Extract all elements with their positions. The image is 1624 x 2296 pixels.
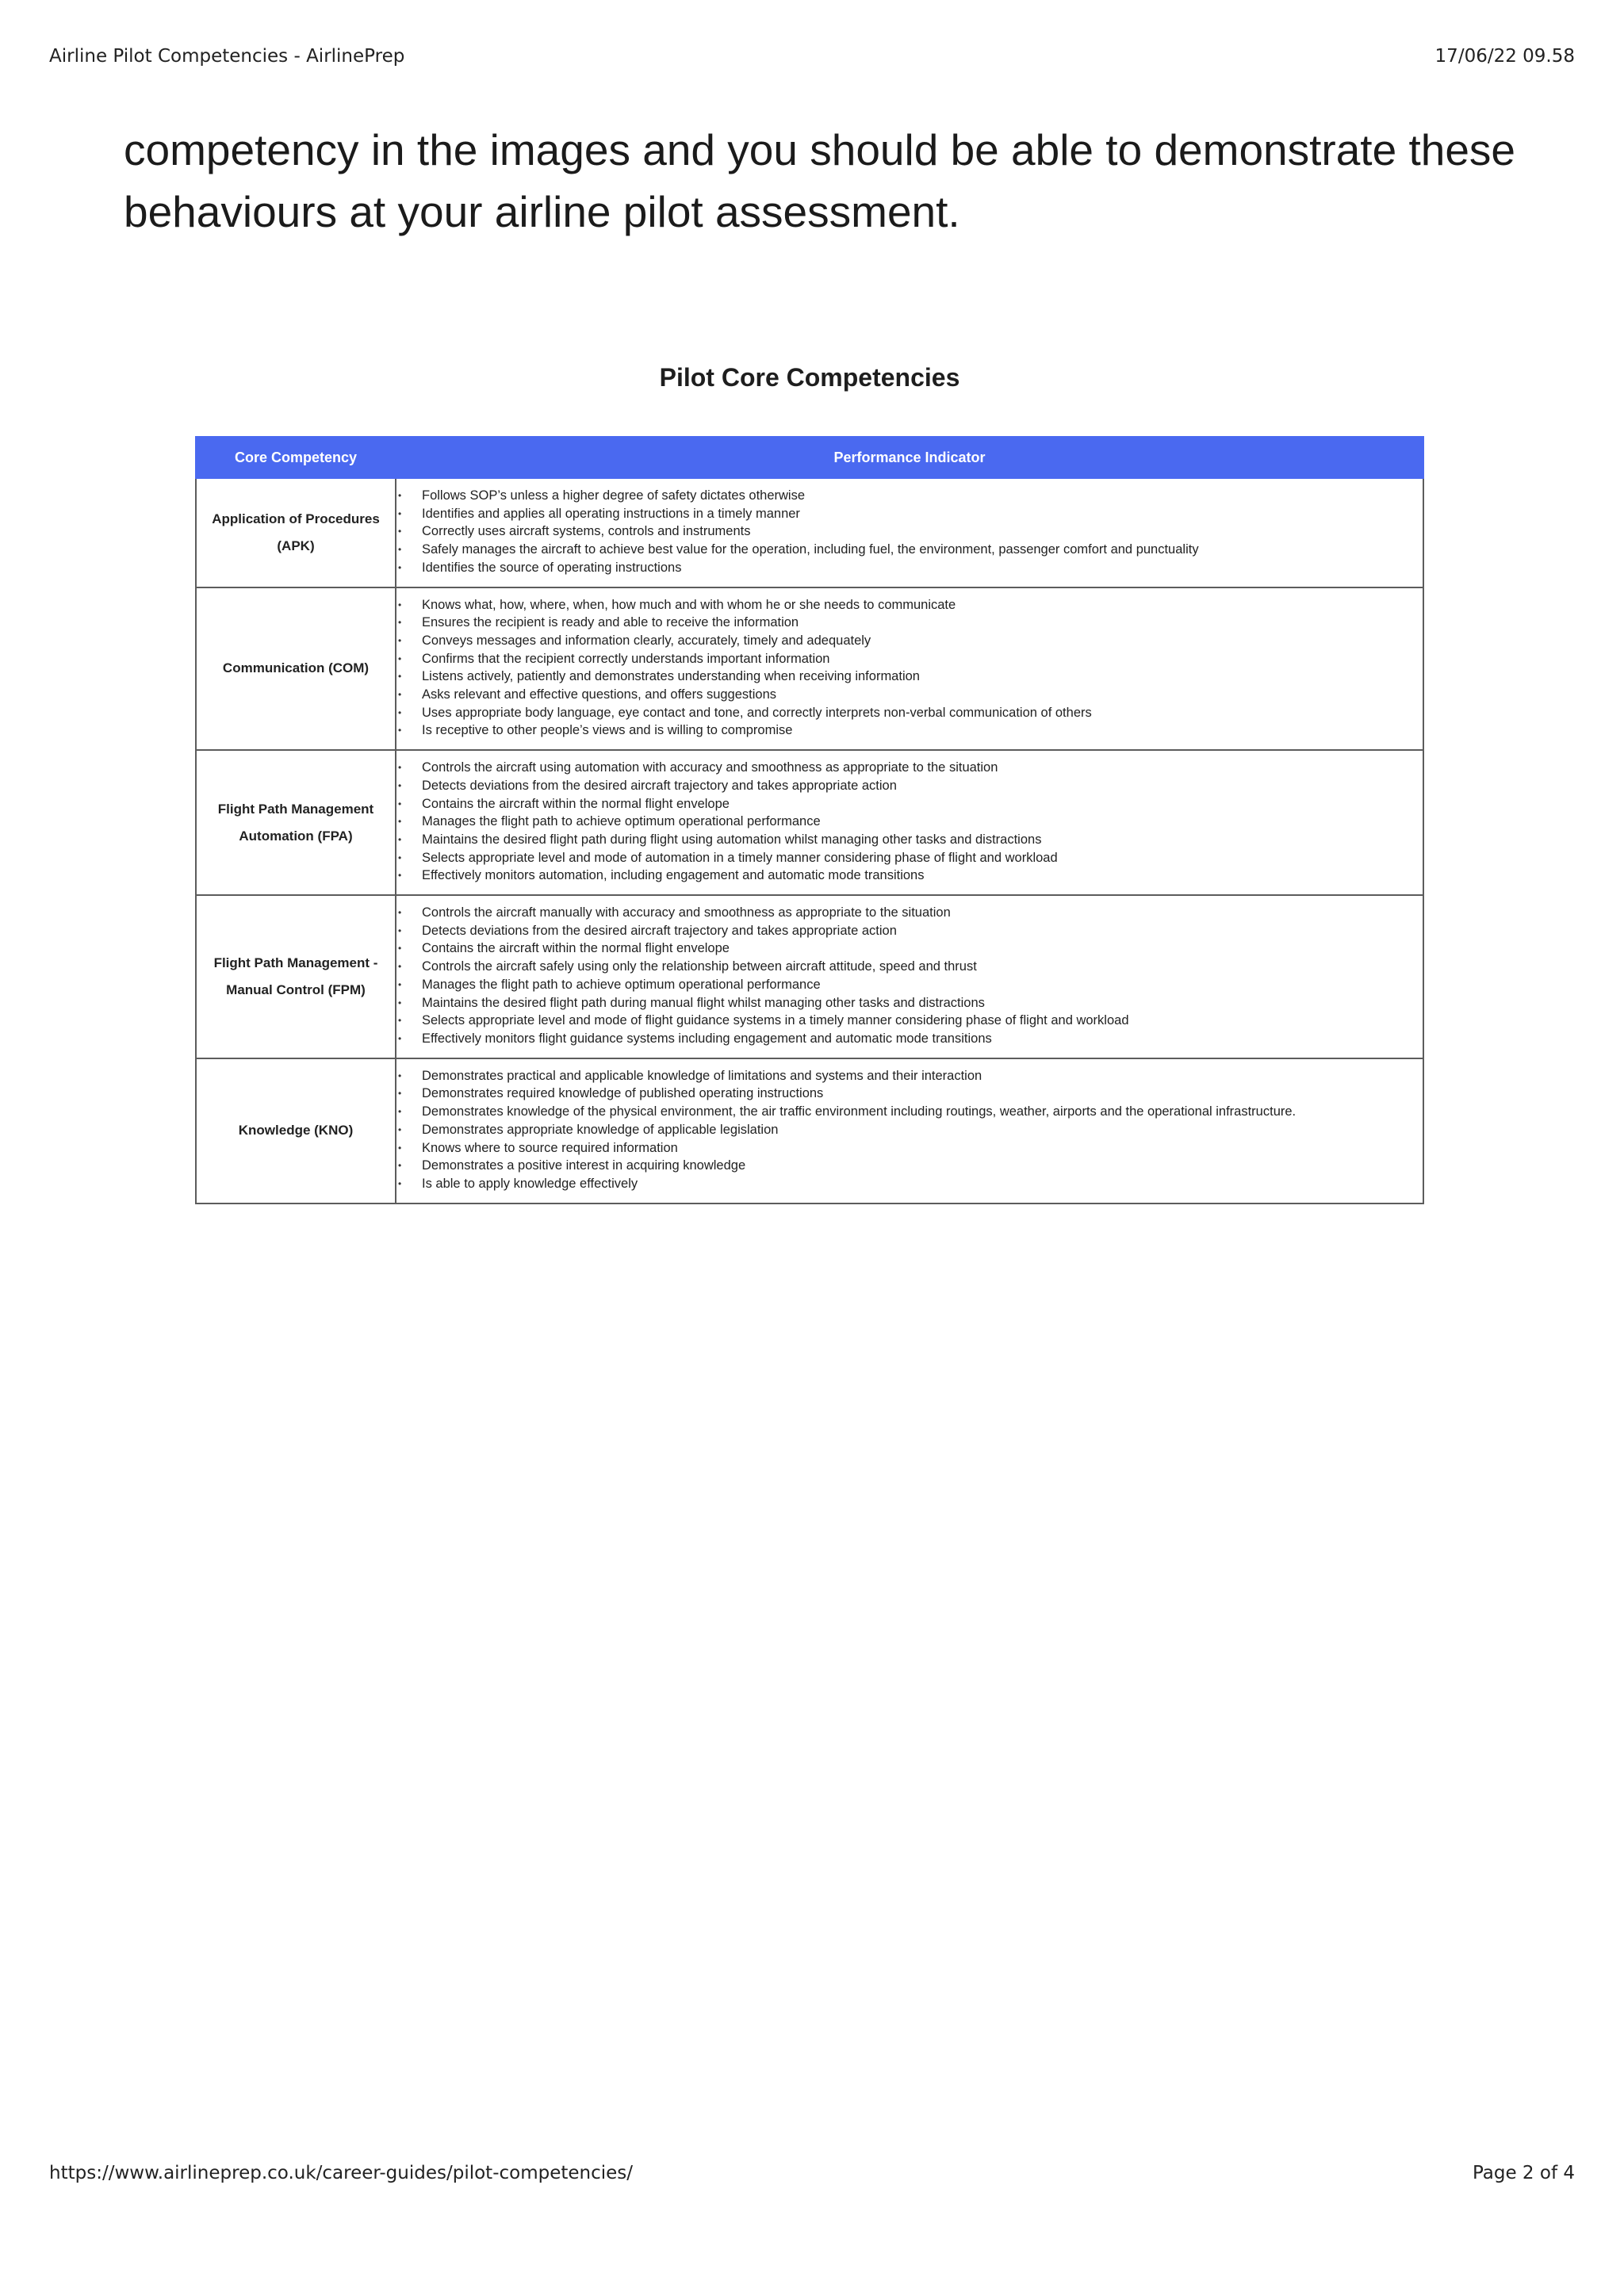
indicator-item: • Demonstrates appropriate knowledge of applicable legislation [396, 1121, 1423, 1139]
indicator-cell [396, 587, 1423, 751]
indicator-item: • Identifies and applies all operating instructions in a timely manner [396, 505, 1423, 523]
indicator-item: • Detects deviations from the desired aircraft trajectory and takes appropriate action [396, 922, 1423, 940]
indicator-cell [396, 478, 1423, 587]
indicator-item: • Effectively monitors flight guidance systems including engagement and automatic mode transitions [396, 1030, 1423, 1048]
print-header [49, 46, 1575, 67]
indicator-cell [396, 1058, 1423, 1203]
indicator-list [396, 596, 1423, 740]
indicator-item: • Is able to apply knowledge effectively [396, 1175, 1423, 1193]
column-header-competency: Core Competency [196, 437, 396, 478]
indicator-item: • Listens actively, patiently and demonstrates understanding when receiving information [396, 668, 1423, 686]
indicator-item: • Is receptive to other people’s views and is willing to compromise [396, 721, 1423, 740]
indicator-item: • Maintains the desired flight path during manual flight whilst managing other tasks and distractions [396, 994, 1423, 1012]
indicator-item: • Controls the aircraft manually with accuracy and smoothness as appropriate to the situation [396, 904, 1423, 922]
indicator-item: • Demonstrates knowledge of the physical environment, the air traffic environment including routings, weather, airports and the operational infrastructure. [396, 1103, 1423, 1121]
indicator-item: • Selects appropriate level and mode of flight guidance systems in a timely manner considering phase of flight and workload [396, 1012, 1423, 1030]
indicator-item: • Manages the flight path to achieve optimum operational performance [396, 976, 1423, 994]
indicator-item: • Demonstrates practical and applicable knowledge of limitations and systems and their interaction [396, 1067, 1423, 1085]
page-url: https://www.airlineprep.co.uk/career-guides/pilot-competencies/ [49, 2163, 634, 2183]
indicator-list [396, 759, 1423, 885]
indicator-list [396, 487, 1423, 577]
page-title: Airline Pilot Competencies - AirlinePrep [49, 46, 405, 67]
indicator-item: • Identifies the source of operating instructions [396, 559, 1423, 577]
indicator-list [396, 1067, 1423, 1193]
indicator-item: • Follows SOP’s unless a higher degree of safety dictates otherwise [396, 487, 1423, 505]
print-datetime: 17/06/22 09.58 [1434, 46, 1575, 67]
competencies-table [195, 436, 1424, 1204]
competency-name: Communication (COM) [196, 587, 396, 751]
indicator-item: • Conveys messages and information clearly, accurately, timely and adequately [396, 632, 1423, 650]
indicator-item: • Ensures the recipient is ready and able to receive the information [396, 614, 1423, 632]
indicator-item: • Effectively monitors automation, including engagement and automatic mode transitions [396, 867, 1423, 885]
table-row [196, 895, 1423, 1058]
indicator-item: • Demonstrates required knowledge of published operating instructions [396, 1085, 1423, 1103]
indicator-item: • Detects deviations from the desired aircraft trajectory and takes appropriate action [396, 777, 1423, 795]
indicator-item: • Knows what, how, where, when, how much and with whom he or she needs to communicate [396, 596, 1423, 614]
indicator-item: • Contains the aircraft within the normal flight envelope [396, 795, 1423, 813]
indicator-item: • Uses appropriate body language, eye contact and tone, and correctly interprets non-verbal communication of others [396, 704, 1423, 722]
indicator-list [396, 904, 1423, 1048]
indicator-item: • Controls the aircraft safely using only the relationship between aircraft attitude, speed and thrust [396, 958, 1423, 976]
indicator-item: • Demonstrates a positive interest in acquiring knowledge [396, 1157, 1423, 1175]
page-number: Page 2 of 4 [1472, 2163, 1575, 2183]
indicator-item: • Safely manages the aircraft to achieve best value for the operation, including fuel, the environment, passenger comfort and punctuality [396, 541, 1423, 559]
figure-title: Pilot Core Competencies [659, 363, 960, 392]
competency-name: Knowledge (KNO) [196, 1058, 396, 1203]
indicator-cell [396, 895, 1423, 1058]
competency-name: Application of Procedures (APK) [196, 478, 396, 587]
indicator-item: • Contains the aircraft within the normal flight envelope [396, 939, 1423, 958]
indicator-item: • Controls the aircraft using automation with accuracy and smoothness as appropriate to the situation [396, 759, 1423, 777]
table-header-row [196, 437, 1423, 478]
competency-name: Flight Path Management - Manual Control (FPM) [196, 895, 396, 1058]
indicator-item: • Knows where to source required information [396, 1139, 1423, 1158]
print-footer [49, 2163, 1575, 2183]
indicator-item: • Asks relevant and effective questions, and offers suggestions [396, 686, 1423, 704]
table-row [196, 1058, 1423, 1203]
table-body [196, 478, 1423, 1203]
competency-name: Flight Path Management Automation (FPA) [196, 750, 396, 895]
competencies-figure [195, 349, 1424, 1204]
table-row [196, 478, 1423, 587]
indicator-cell [396, 750, 1423, 895]
indicator-item: • Maintains the desired flight path during flight using automation whilst managing other tasks and distractions [396, 831, 1423, 849]
indicator-item: • Selects appropriate level and mode of automation in a timely manner considering phase of flight and workload [396, 849, 1423, 867]
indicator-item: • Manages the flight path to achieve optimum operational performance [396, 813, 1423, 831]
table-row [196, 750, 1423, 895]
indicator-item: • Confirms that the recipient correctly understands important information [396, 650, 1423, 668]
intro-paragraph: competency in the images and you should be able to demonstrate these behaviours at your airline pilot assessment. [124, 125, 1516, 236]
indicator-item: • Correctly uses aircraft systems, controls and instruments [396, 522, 1423, 541]
table-row [196, 587, 1423, 751]
column-header-indicator: Performance Indicator [396, 437, 1423, 478]
